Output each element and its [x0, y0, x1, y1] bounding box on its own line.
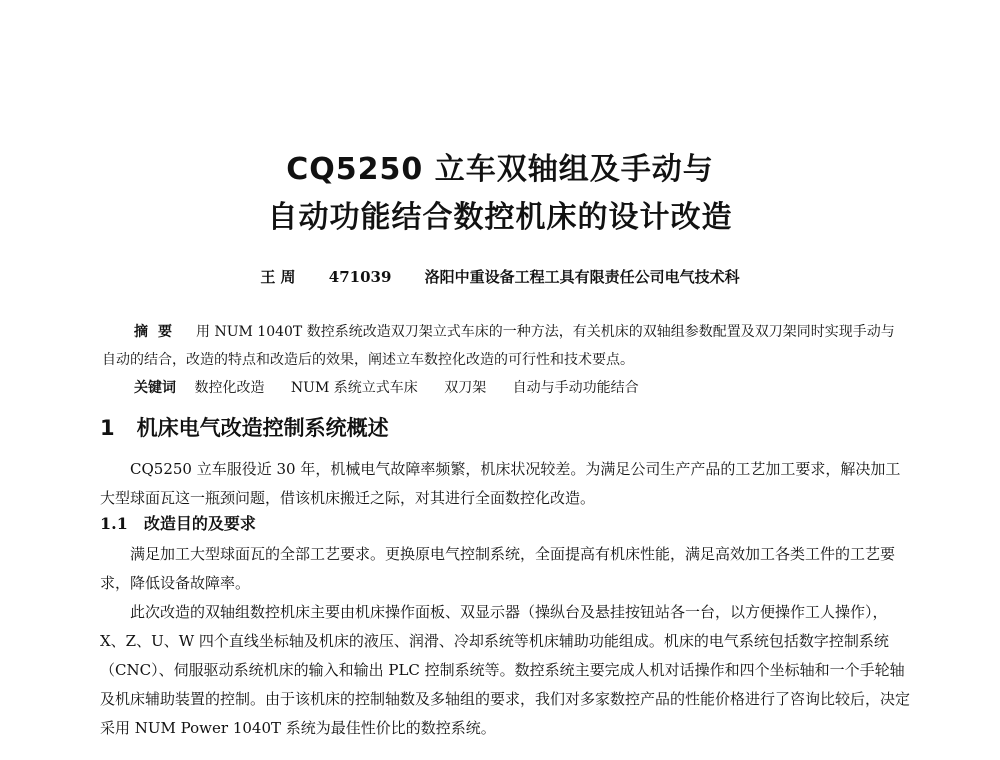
- affiliation: 洛阳中重设备工程工具有限责任公司电气技术科: [424, 268, 740, 286]
- section-number: 1: [100, 416, 115, 440]
- section-1-1-paragraph-1: 满足加工大型球面瓦的全部工艺要求。更换原电气控制系统，全面提高有机床性能，满足高效加工各类工件的工艺要求，降低设备故障率。: [100, 545, 896, 592]
- section-1-paragraph: CQ5250 立车服役近 30 年，机械电气故障率频繁，机床状况较差。为满足公司生产产品的工艺加工要求，解决加工大型球面瓦这一瓶颈问题，借该机床搬迁之际，对其进行全面数控化改造。: [100, 460, 901, 507]
- keywords-label: 关键词: [134, 380, 176, 396]
- byline: [0, 266, 1000, 287]
- keyword-item: 双刀架: [444, 380, 487, 396]
- subsection-number: 1.1: [100, 514, 128, 533]
- author-name: 王 周: [260, 268, 296, 286]
- subsection-title: 改造目的及要求: [143, 514, 256, 533]
- keyword-item: NUM 系统立式车床: [290, 380, 418, 396]
- paper-title-line1: CQ5250 立车双轴组及手动与: [286, 152, 714, 187]
- section-title: 机床电气改造控制系统概述: [136, 416, 389, 440]
- abstract: [102, 318, 902, 374]
- section-1-1-paragraph-2: 此次改造的双轴组数控机床主要由机床操作面板、双显示器（操纵台及悬挂按钮站各一台，以方便操作工人操作），X、Z、U、W 四个直线坐标轴及机床的液压、润滑、冷却系统等机床辅助功能组成。机床的电气系统包括数字控制系统（CNC）、伺服驱动系统机床的输入和输出 PLC 控制系统等。数控系统主要完成人机对话操作和四个坐标轴和一个手轮轴及机床辅助装置的控制。由于该机床的控制轴数及多轴组的要求，我们对多家数控产品的性能价格进行了咨询比较后，决定采用 NUM Power 1040T 系统为最佳性价比的数控系统。: [100, 603, 911, 737]
- keyword-item: 自动与手动功能结合: [512, 380, 639, 396]
- keyword-item: 数控化改造: [194, 380, 265, 396]
- abstract-text: 用 NUM 1040T 数控系统改造双刀架立式车床的一种方法，有关机床的双轴组参数配置及双刀架同时实现手动与自动的结合，改造的特点和改造后的效果，阐述立车数控化改造的可行性和技术要点。: [102, 324, 895, 368]
- section-1-heading: [100, 412, 389, 442]
- abstract-label: 摘要: [134, 324, 182, 340]
- paper-title-line2: 自动功能结合数控机床的设计改造: [267, 200, 733, 235]
- postcode: 471039: [328, 268, 392, 286]
- keywords: [102, 374, 902, 402]
- section-1-1-heading: [100, 511, 256, 534]
